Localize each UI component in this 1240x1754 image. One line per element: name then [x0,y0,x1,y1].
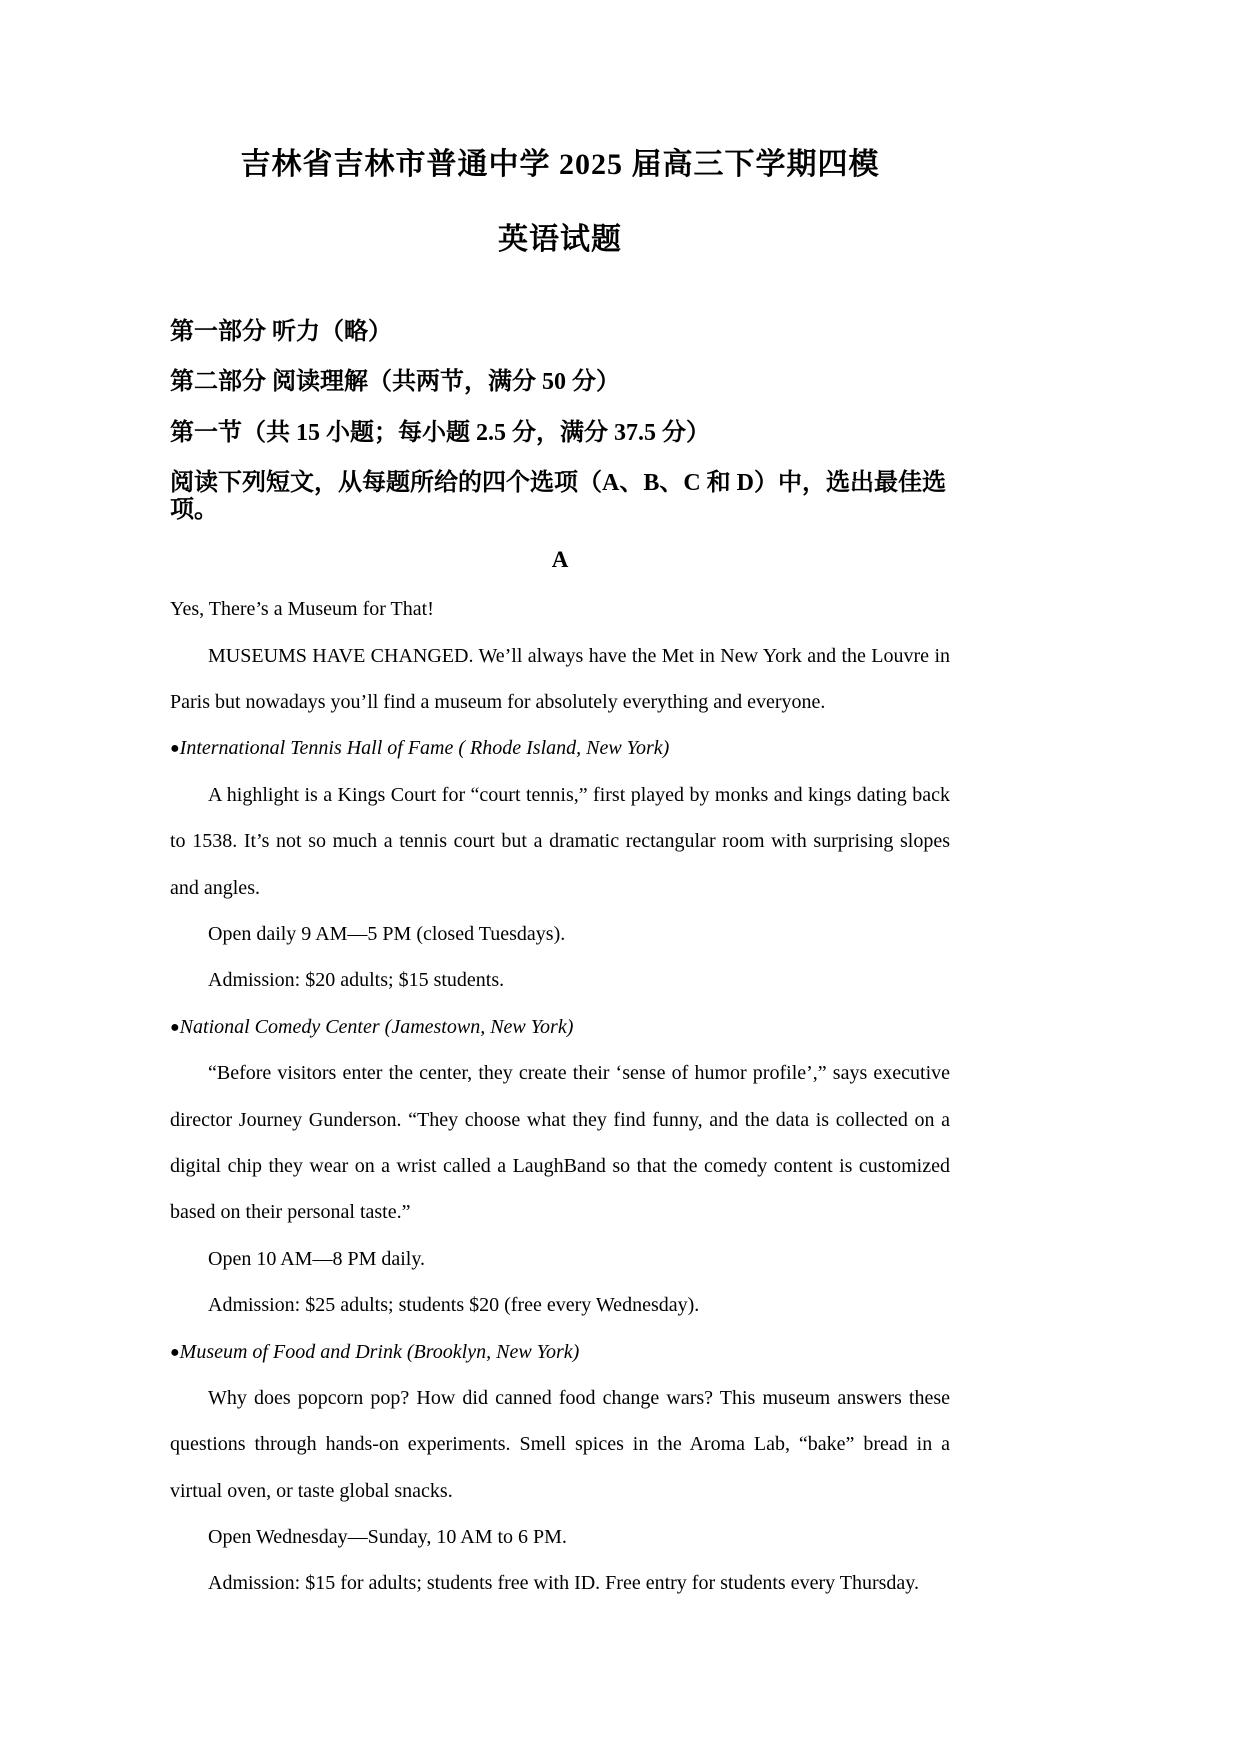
museum-name: International Tennis Hall of Fame ( Rhode Island, New York) [179,737,670,760]
museum-hours: Open 10 AM—8 PM daily. [208,1247,426,1270]
museum-description: A highlight is a Kings Court for “court tennis,” first played by monks and kings dating back to 1538. It’s not so much a tennis court but a dramatic rectangular room with surprising slopes and angles. [170,783,950,899]
passage-intro: MUSEUMS HAVE CHANGED. We’ll always have the Met in New York and the Louvre in Paris but nowadays you’ll find a museum for absolutely everything and everyone. [170,644,950,714]
museum-hours: Open Wednesday—Sunday, 10 AM to 6 PM. [208,1526,567,1549]
passage-label: A [551,546,569,572]
museum-description: Why does popcorn pop? How did canned food change wars? This museum answers these questions through hands-on experiments. Smell spices in the Aroma Lab, “bake” bread in a virtual oven, or taste global snacks. [170,1386,950,1502]
museum-admission: Admission: $15 for adults; students free with ID. Free entry for students every Thursday. [208,1572,919,1595]
section-heading-part1: 第一部分 听力（略） [170,319,392,345]
bullet-icon: ● [170,1018,180,1036]
bullet-icon: ● [170,740,180,758]
museum-heading [170,1329,950,1375]
museum-name: Museum of Food and Drink (Brooklyn, New York) [179,1340,580,1363]
doc-subtitle: 英语试题 [498,222,622,256]
section-heading-node1: 第一节（共 15 小题；每小题 2.5 分，满分 37.5 分） [170,419,710,446]
museum-heading [170,1004,950,1050]
museum-description: “Before visitors enter the center, they create their ‘sense of humor profile’,” says executive director Journey Gunderson. “They choose what they find funny, and the data is collected on a digital chip they wear on a wrist called a LaughBand so that the comedy content is customized based on their personal taste.” [170,1062,950,1224]
bullet-icon: ● [170,1343,180,1361]
museum-heading [170,725,950,771]
section-heading-part2: 第二部分 阅读理解（共两节，满分 50 分） [170,369,620,396]
museum-hours: Open daily 9 AM—5 PM (closed Tuesdays). [208,922,566,945]
museum-name: National Comedy Center (Jamestown, New York) [179,1015,574,1038]
museum-admission: Admission: $25 adults; students $20 (free every Wednesday). [208,1294,700,1317]
doc-title: 吉林省吉林市普通中学 2025 届高三下学期四模 [240,148,880,181]
museum-admission: Admission: $20 adults; $15 students. [208,969,505,992]
section-instructions: 阅读下列短文，从每题所给的四个选项（A、B、C 和 D）中，选出最佳选项。 [170,470,947,523]
passage-title: Yes, There’s a Museum for That! [170,598,434,621]
